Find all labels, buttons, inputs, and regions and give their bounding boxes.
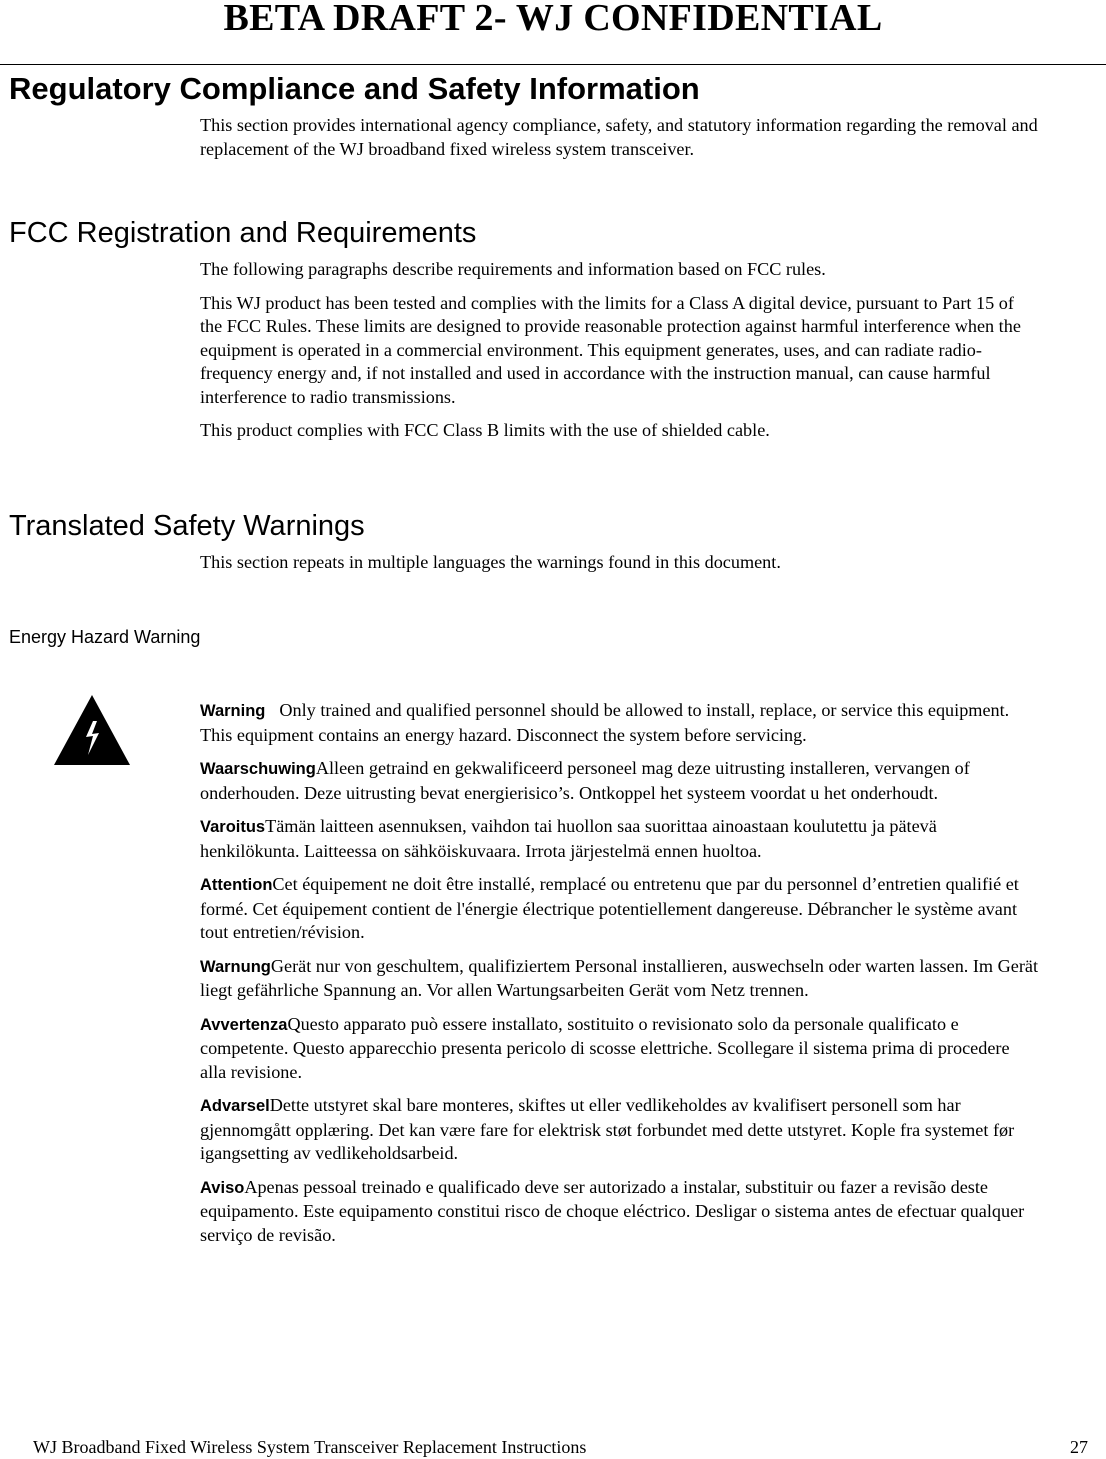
header-rule bbox=[0, 64, 1106, 65]
footer-title: WJ Broadband Fixed Wireless System Transceiver Replacement Instructions bbox=[33, 1437, 587, 1457]
confidential-banner: BETA DRAFT 2- WJ CONFIDENTIAL bbox=[223, 0, 883, 39]
warning-entry bbox=[200, 757, 1040, 805]
fcc-section bbox=[200, 258, 1040, 453]
warnings-list bbox=[200, 699, 1040, 1257]
translated-section bbox=[200, 551, 1040, 585]
warning-text: Questo apparato può essere installato, sostituito o revisionato solo da personale qualificato e competente. Questo apparecchio presenta pericolo di scosse elettriche. Scollegare il sistema prima di procedere alla revisione. bbox=[200, 1013, 1010, 1082]
warning-text: Only trained and qualified personnel should be allowed to install, replace, or service this equipment. This equipment contains an energy hazard. Disconnect the system before servicing. bbox=[200, 700, 1010, 745]
warning-label: Attention bbox=[200, 876, 273, 894]
fcc-paragraph: This WJ product has been tested and complies with the limits for a Class A digital device, pursuant to Part 15 of the FCC Rules. These limits are designed to provide reasonable protection against harmful interference when the equipment is operated in a commercial environment. This equipment generates, uses, and can radiate radio-frequency energy and, if not installed and used in accordance with the instruction manual, can cause harmful interference to radio transmissions. bbox=[200, 292, 1021, 407]
warning-label: Advarsel bbox=[200, 1097, 270, 1115]
fcc-paragraph: This product complies with FCC Class B limits with the use of shielded cable. bbox=[200, 420, 770, 440]
warning-entry bbox=[200, 1176, 1040, 1248]
warning-entry bbox=[200, 699, 1040, 747]
warning-entry bbox=[200, 1013, 1040, 1085]
page-title: Regulatory Compliance and Safety Information bbox=[9, 71, 700, 106]
warning-triangle-icon bbox=[52, 693, 132, 767]
warning-text: Dette utstyret skal bare monteres, skiftes ut eller vedlikeholdes av kvalifisert personell som har gjennomgått opplæring. Det kan være fare for elektrisk støt forbundet med dette utstyret. Kople fra systemet før igangsetting av vedlikeholdsarbeid. bbox=[200, 1095, 1015, 1163]
warning-text: Gerät nur von geschultem, qualifiziertem Personal installieren, auswechseln oder warten lassen. Im Gerät liegt gefährliche Spannung an. Vor allen Wartungsarbeiten Gerät vom Netz trennen. bbox=[200, 955, 1039, 1000]
warning-label: Warning bbox=[200, 702, 266, 720]
warning-entry bbox=[200, 955, 1040, 1003]
page-number: 27 bbox=[1070, 1437, 1088, 1457]
fcc-heading: FCC Registration and Requirements bbox=[9, 217, 477, 249]
warning-label: Warnung bbox=[200, 957, 271, 976]
fcc-paragraph: The following paragraphs describe requirements and information based on FCC rules. bbox=[200, 259, 826, 279]
energy-heading: Energy Hazard Warning bbox=[9, 627, 201, 647]
warning-label: Avvertenza bbox=[200, 1015, 288, 1034]
warning-text: Apenas pessoal treinado e qualificado deve ser autorizado a instalar, substituir ou fazer a revisão deste equipamento. Este equipamento constitui risco de choque eléctrico. Desligar o sistema antes de efectuar qualquer serviço de revisão. bbox=[200, 1176, 1025, 1245]
warning-text: Alleen getraind en gekwalificeerd personeel mag deze uitrusting installeren, vervangen of onderhouden. Deze uitrusting bevat energierisico’s. Ontkoppel het systeem voordat u het onderhoudt. bbox=[200, 758, 970, 803]
warning-entry bbox=[200, 815, 1040, 863]
warning-label: Varoitus bbox=[200, 818, 266, 836]
intro-text bbox=[200, 114, 1040, 171]
warning-text: Tämän laitteen asennuksen, vaihdon tai huollon saa suorittaa ainoastaan koulutettu ja pätevä henkilökunta. Laitteessa on sähköiskuvaara. Irrota järjestelmä ennen huoltoa. bbox=[200, 816, 937, 861]
warning-entry bbox=[200, 873, 1040, 945]
translated-heading: Translated Safety Warnings bbox=[9, 510, 365, 542]
warning-entry bbox=[200, 1094, 1040, 1166]
warning-text: Cet équipement ne doit être installé, remplacé ou entretenu que par du personnel d’entretien qualifié et formé. Cet équipement contient de l'énergie électrique potentiellement dangereuse. Débrancher le système avant tout entretien/révision. bbox=[200, 874, 1019, 942]
intro-paragraph: This section provides international agency compliance, safety, and statutory information regarding the removal and replacement of the WJ broadband fixed wireless system transceiver. bbox=[200, 115, 1038, 159]
warning-label: Waarschuwing bbox=[200, 760, 316, 778]
translated-intro: This section repeats in multiple languages the warnings found in this document. bbox=[200, 552, 781, 572]
warning-label: Aviso bbox=[200, 1178, 245, 1197]
